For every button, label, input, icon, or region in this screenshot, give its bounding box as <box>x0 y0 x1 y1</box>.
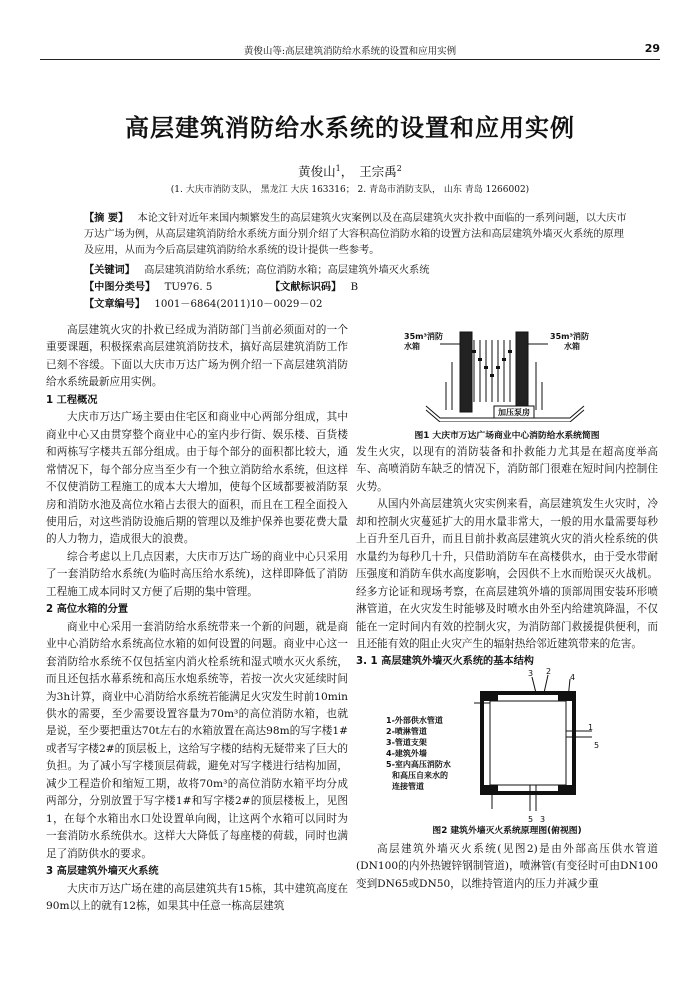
right-paragraph-1: 发生火灾，以现有的消防装备和扑救能力尤其是在超高度举高车、高喷消防车缺乏的情况下，消防部门很难在短时间内控制住火势。 <box>356 446 658 493</box>
right-tank-label <box>550 332 589 352</box>
section-1-paragraph-2: 综合考虑以上几点因素，大庆市万达广场的商业中心只采用了一套消防给水系统(为临时高压给水系统)，这样即降低了消防工程施工成本同时又方便了后期的集中管理。 <box>46 550 348 598</box>
keywords-text: 高层建筑消防给水系统；高位消防水箱；高层建筑外墙灭火系统 <box>144 265 430 276</box>
author-2: 王宗禹 <box>359 164 397 179</box>
doc-code-label: 【文献标识码】 <box>270 281 342 293</box>
callout-1: 1 <box>588 722 594 732</box>
section-3-heading: 3 高层建筑外墙灭火系统 <box>46 866 159 878</box>
left-column <box>46 322 348 915</box>
figure-1-caption: 图1 大庆市万达广场商业中心消防给水系统简图 <box>414 431 600 441</box>
figure-1 <box>356 322 658 444</box>
abstract <box>84 210 632 259</box>
paper-title: 高层建筑消防给水系统的设置和应用实例 <box>125 114 575 142</box>
author-1-affil-mark: 1 <box>335 163 341 173</box>
legend-item-5-cont-2: 连接管道 <box>392 781 424 791</box>
pump-room-label: 加压泵房 <box>498 408 530 417</box>
author-line <box>0 162 700 180</box>
legend-item-1: 1-外部供水管道 <box>386 715 443 725</box>
right-paragraph-3: 高层建筑外墙灭火系统(见图2)是由外部高压供水管道(DN100的内外热镀锌钢制管道)，喷淋管(有变径时可由DN100变到DN65或DN50，以维持管道内的压力并减少重 <box>356 842 658 890</box>
section-3-paragraph: 大庆市万达广场在建的高层建筑共有15栋，其中建筑高度在90m以上的就有12栋，如果其中任意一栋高层建筑 <box>46 882 348 912</box>
legend-item-5-cont: 和高压自来水的 <box>392 770 448 780</box>
running-header <box>40 42 660 60</box>
section-1-heading: 1 工程概况 <box>46 394 98 406</box>
callout-3-bottom: 3 <box>540 814 546 824</box>
clc-value: TU976. 5 <box>164 282 213 293</box>
right-tank-label-line2: 水箱 <box>564 342 580 351</box>
legend-item-5: 5-室内高压消防水 <box>386 759 451 769</box>
author-2-affil-mark: 2 <box>396 163 402 173</box>
callout-5-right: 5 <box>594 740 600 750</box>
legend-item-4: 4-建筑外墙 <box>386 748 427 758</box>
doc-code-value: B <box>350 282 359 293</box>
keywords-label: 【关键词】 <box>84 264 135 276</box>
callout-5-bottom: 5 <box>528 814 534 824</box>
right-tank-label-line1: 35m³消防 <box>550 332 589 341</box>
abstract-label: 【摘 要】 <box>84 212 129 224</box>
figure-2-legend <box>386 715 451 792</box>
author-separator: ， <box>340 164 354 179</box>
intro-paragraph: 高层建筑火灾的扑救已经成为消防部门当前必须面对的一个重要课题，积极探索高层建筑消防技术，搞好高层建筑消防工作已刻不容缓。下面以大庆市万达广场为例介绍一下高层建筑消防给水系统最新应用实例。 <box>46 324 348 389</box>
right-paragraph-2: 从国内外高层建筑火灾实例来看，高层建筑发生火灾时，冷却和控制火灾蔓延扩大的用水量非常大，一般的用水量需要每秒上百升至几百升，而且目前扑救高层建筑火灾的消火栓系统的供水量约为每秒几十升，只借助消防车在高楼供水，由于受水带耐压强度和消防车供水高度影响，会因供不上水而贻误灭火战机。经多方论证和现场考察，在高层建筑外墙的顶部周围安装环形喷淋管道，在火灾发生时能够及时喷水由外至内给建筑降温，不仅能在一定时间内有效的控制火灾，为消防部门救援提供便利，而且还能有效的阻止火灾产生的辐射热给邻近建筑带来的危害。 <box>356 498 658 650</box>
section-2-heading: 2 高位水箱的分置 <box>46 604 128 616</box>
classification-codes <box>84 279 632 313</box>
clc-label: 【中图分类号】 <box>84 281 156 293</box>
legend-item-2: 2-喷淋管道 <box>386 726 427 736</box>
article-id-value: 1001－6864(2011)10－0029－02 <box>154 299 323 310</box>
page-number: 29 <box>644 42 660 55</box>
abstract-text: 本论文针对近年来国内频繁发生的高层建筑火灾案例以及在高层建筑火灾扑救中面临的一系列问题，以大庆市万达广场为例，从高层建筑消防给水系统方面分别介绍了大容积高位消防水箱的设置方法和高层建筑外墙灭火系统的原理及应用，从而为今后高层建筑消防给水系统的设计提供一些参考。 <box>84 213 627 256</box>
figure-2-caption: 图2 建筑外墙灭火系统原理图(俯视图) <box>432 825 582 836</box>
figure-2 <box>356 666 658 841</box>
keywords <box>84 262 632 279</box>
callout-3-top: 3 <box>528 668 534 678</box>
left-tank-label-line1: 35m³消防 <box>404 332 443 341</box>
running-title: 黄俊山等:高层建筑消防给水系统的设置和应用实例 <box>243 46 457 57</box>
callout-2-top: 2 <box>546 666 552 676</box>
fire-water-system-diagram <box>356 322 658 422</box>
section-3-1-heading: 3. 1 高层建筑外墙灭火系统的基本结构 <box>356 656 534 668</box>
author-1: 黄俊山 <box>298 164 336 179</box>
right-column <box>356 322 658 893</box>
callout-4: 4 <box>570 672 576 682</box>
left-tank-label <box>404 332 443 352</box>
section-1-paragraph-1: 大庆市万达广场主要由住宅区和商业中心两部分组成，其中商业中心又由贯穿整个商业中心的室内步行街、娱乐楼、百货楼和两栋写字楼共五部分组成。由于每个部分的面积都比较大，通常情况下，每个部分应当至少有一个独立消防给水系统，但这样不仅使消防工程施工的成本大大增加，使每个区域都要被消防泵房和消防水池及高位水箱占去很大的面积，而且在工程全面投入使用后，对这些消防设施后期的管理以及维护保养也要花费大量的人力物力，造成很大的浪费。 <box>46 411 348 546</box>
affiliations: (1. 大庆市消防支队， 黑龙江 大庆 163316； 2. 青岛市消防支队， 山东 青岛 1266002) <box>170 185 530 195</box>
left-tank-label-line2: 水箱 <box>404 342 420 351</box>
article-id-label: 【文章编号】 <box>84 298 146 310</box>
legend-item-3: 3-管道支架 <box>386 737 427 747</box>
section-2-paragraph: 商业中心采用一套消防给水系统带来一个新的问题，就是商业中心消防给水系统高位水箱的如何设置的问题。商业中心这一套消防给水系统不仅包括室内消火栓系统和湿式喷水灭火系统，而且还包括水幕系统和高压水炮系统等，若按一次火灾延续时间为3h计算，商业中心消防给水系统若能满足火灾发生时前10min供水的需要，至少需要设置容量为70m³的高位消防水箱，也就是说，至少要把重达70t左右的水箱放置在高达98m的写字楼1#或者写字楼2#的顶层板上，这给写字楼的结构无疑带来了巨大的负担。为了减小写字楼顶层荷载，避免对写字楼进行结构加固，减少工程造价和缩短工期，故将70m³的高位消防水箱平均分成两部分，分别放置于写字楼1#和写字楼2#的顶层楼板上，见图1，在每个水箱出水口处设置单向阀，让这两个水箱可以同时为一套消防水系统供水。这样大大降低了每座楼的荷载，同时也满足了消防供水的要求。 <box>46 620 348 860</box>
